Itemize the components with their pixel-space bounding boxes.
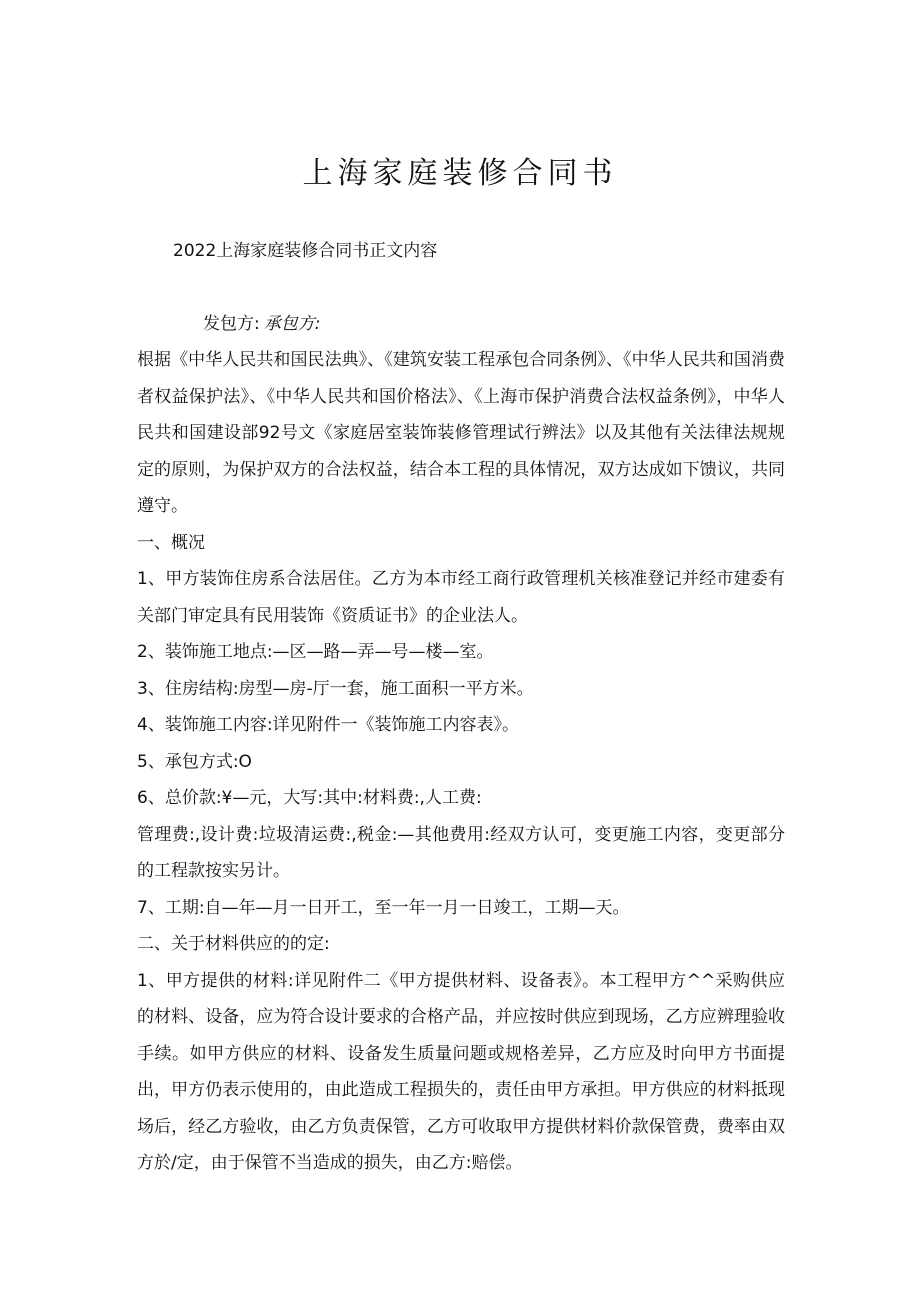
clause: 6、总价款:¥—元，大写:其中:材料费:,人工费: (137, 788, 482, 808)
paragraph-preamble: 根据《中华人民共和国民法典》、《建筑安装工程承包合同条例》、《中华人民共和国消费者权益保护法》、《中华人民共和国价格法》、《上海市保护消费合法权益条例》，中华人民共和国建设部92号文《家庭居室装饰装修管理试行辨法》以及其他有关法律法规规定的原则，为保护双方的合法权益，结合本工程的具体情况，双方达成如下馈议，共同遵守。 (137, 350, 785, 516)
document-subtitle: 2022上海家庭装修合同书正文内容 (173, 241, 438, 261)
contractor-label: 承包方: (263, 314, 321, 334)
clause: 3、住房结构:房型—房-厅一套，施工面积一平方米。 (137, 678, 534, 699)
document-title: 上海家庭装修合同书 (302, 156, 618, 191)
clause: 1、甲方装饰住房系合法居住。乙方为本市经工商行政管理机关核准登记并经市建委有关部门审定具有民用装饰《资质证书》的企业法人。 (137, 569, 785, 626)
section-heading: 二、关于材料供应的的定: (137, 934, 330, 954)
parties-line (203, 309, 320, 334)
section-heading: 一、概况 (137, 532, 205, 553)
clause: 2、装饰施工地点:—区—路—弄—号—楼—室。 (137, 642, 494, 662)
contract-body (137, 342, 785, 1182)
clause: 管理费:,设计费:垃圾清运费:,税金:—其他费用:经双方认可，变更施工内容，变更部分的工程款按实另计。 (137, 824, 785, 881)
clause: 4、装饰施工内容:详见附件一《装饰施工内容表》。 (137, 715, 520, 735)
owner-label: 发包方: (203, 314, 260, 334)
clause: 1、甲方提供的材料:详见附件二《甲方提供材料、设备表》。本工程甲方^^采购供应的材料、设备，应为符合设计要求的合格产品，并应按时供应到现场，乙方应辨理验收手续。如甲方供应的材料、设备发生质量问题或规格差异，乙方应及时向甲方书面提出，甲方仍表示使用的，由此造成工程损失的，责任由甲方承担。甲方供应的材料抵现场后，经乙方验收，由乙方负责保管，乙方可收取甲方提供材料价款保管费，费率由双方於/定，由于保管不当造成的损失，由乙方:赔偿。 (137, 970, 785, 1173)
clause: 7、工期:自—年—月一日开工，至一年一月一日竣工，工期—天。 (137, 897, 630, 918)
clause: 5、承包方式:O (137, 751, 252, 772)
